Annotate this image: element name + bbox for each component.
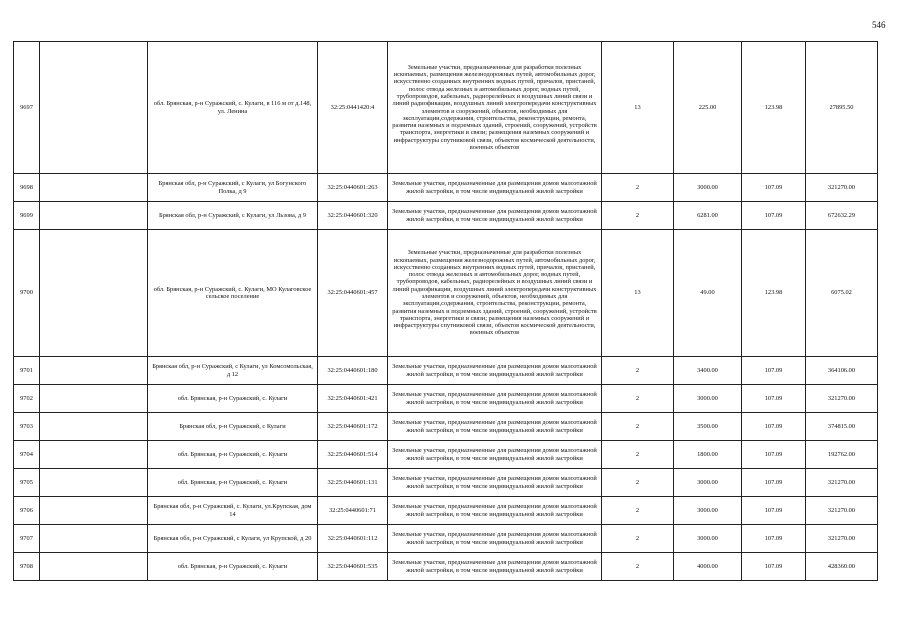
address-cell: Брянская обл, р-н Суражский, с Кулаги, ул Крупской, д 20 [148,525,318,553]
area-cell: 3000.00 [674,385,742,413]
address-cell: обл. Брянская, р-н Суражский, с. Кулаги [148,553,318,581]
area-cell: 1800.00 [674,441,742,469]
permitted-use-cell: Земельные участки, предназначенные для разработки полезных ископаемых, размещения железнодорожных путей, автомобильных дорог, искусственно созданных внутренних водных путей, причалов, пристаней, полос отвода железных и автомобильных дорог, водных путей, трубопроводов, кабельных, радиорелейных и воздушных линий связи и линий радиофикации, воздушных линий электропередачи конструктивных элементов и сооружений, объектов, необходимых для эксплуатации,содержания, строительства, реконструкции, ремонта, развития наземных и подземных зданий, строений, сооружений, устройств транспорта, энергетики и связи; размещения наземных сооружений и инфраструктуры спутниковой связи, объектов космической деятельности, военных объектов [388,42,602,174]
address-cell: Брянская обл, р-н Суражский, с. Кулаги, ул.Крупская, дом 14 [148,497,318,525]
address-cell: обл. Брянская, р-н Суражский, с. Кулаги, МО Кулаговское сельское поселение [148,230,318,357]
cadastral-value-cell: 321270.00 [806,469,878,497]
blank-cell [40,413,148,441]
use-group-cell: 2 [602,202,674,230]
specific-value-cell: 107.09 [742,497,806,525]
cadastral-number-cell: 32:25:0440601:71 [318,497,388,525]
permitted-use-cell: Земельные участки, предназначенные для разработки полезных ископаемых, размещения железнодорожных путей, автомобильных дорог, искусственно созданных внутренних водных путей, причалов, пристаней, полос отвода железных и автомобильных дорог, водных путей, трубопроводов, кабельных, радиорелейных и воздушных линий связи и линий радиофикации, воздушных линий электропередачи конструктивных элементов и сооружений, объектов, необходимых для эксплуатации,содержания, строительства, реконструкции, ремонта, развития наземных и подземных зданий, строений, сооружений, устройств транспорта, энергетики и связи; размещения наземных сооружений и инфраструктуры спутниковой связи, объектов космической деятельности, военных объектов [388,230,602,357]
cadastral-value-cell: 321270.00 [806,174,878,202]
area-cell: 3000.00 [674,525,742,553]
use-group-cell: 2 [602,174,674,202]
table-row [14,441,878,469]
area-cell: 3400.00 [674,357,742,385]
blank-cell [40,441,148,469]
address-cell: обл. Брянская, р-н Суражский, с. Кулаги [148,385,318,413]
cadastral-value-cell: 364106.00 [806,357,878,385]
specific-value-cell: 107.09 [742,441,806,469]
table-row [14,230,878,357]
row-number: 9704 [14,441,40,469]
area-cell: 6281.00 [674,202,742,230]
address-cell: Брянская обл, р-н Суражский, с Кулаги, ул Льзова, д 9 [148,202,318,230]
cadastral-value-cell: 672632.29 [806,202,878,230]
row-number: 9697 [14,42,40,174]
address-cell: Брянская обл, р-н Суражский, с Кулаги, ул Богунского Полка, д 9 [148,174,318,202]
cadastral-number-cell: 32:25:0440601:457 [318,230,388,357]
use-group-cell: 2 [602,525,674,553]
blank-cell [40,174,148,202]
specific-value-cell: 107.09 [742,413,806,441]
specific-value-cell: 107.09 [742,553,806,581]
blank-cell [40,525,148,553]
cadastral-value-cell: 6075.02 [806,230,878,357]
row-number: 9699 [14,202,40,230]
permitted-use-cell: Земельные участки, предназначенные для размещения домов малоэтажной жилой застройки, в том числе индивидуальной жилой застройки [388,469,602,497]
row-number: 9706 [14,497,40,525]
land-registry-table [13,41,878,581]
use-group-cell: 2 [602,385,674,413]
area-cell: 3000.00 [674,497,742,525]
cadastral-number-cell: 32:25:0441420:4 [318,42,388,174]
use-group-cell: 2 [602,357,674,385]
address-cell: обл. Брянская, р-н Суражский, с. Кулаги [148,441,318,469]
blank-cell [40,553,148,581]
table-row [14,525,878,553]
address-cell: Брянская обл, р-н Суражский, с Кулаги, ул Комсомольская, д 12 [148,357,318,385]
cadastral-number-cell: 32:25:0440601:180 [318,357,388,385]
permitted-use-cell: Земельные участки, предназначенные для размещения домов малоэтажной жилой застройки, в том числе индивидуальной жилой застройки [388,174,602,202]
blank-cell [40,385,148,413]
specific-value-cell: 123.98 [742,42,806,174]
table-row [14,413,878,441]
permitted-use-cell: Земельные участки, предназначенные для размещения домов малоэтажной жилой застройки, в том числе индивидуальной жилой застройки [388,441,602,469]
permitted-use-cell: Земельные участки, предназначенные для размещения домов малоэтажной жилой застройки, в том числе индивидуальной жилой застройки [388,202,602,230]
row-number: 9700 [14,230,40,357]
permitted-use-cell: Земельные участки, предназначенные для размещения домов малоэтажной жилой застройки, в том числе индивидуальной жилой застройки [388,553,602,581]
cadastral-number-cell: 32:25:0440601:514 [318,441,388,469]
blank-cell [40,230,148,357]
row-number: 9708 [14,553,40,581]
table-row [14,357,878,385]
area-cell: 3500.00 [674,413,742,441]
permitted-use-cell: Земельные участки, предназначенные для размещения домов малоэтажной жилой застройки, в том числе индивидуальной жилой застройки [388,525,602,553]
specific-value-cell: 107.09 [742,469,806,497]
address-cell: обл. Брянская, р-н Суражский, с. Кулаги, в 116 м от д.148, ул. Ленина [148,42,318,174]
row-number: 9698 [14,174,40,202]
cadastral-number-cell: 32:25:0440601:263 [318,174,388,202]
address-cell: Брянская обл, р-н Суражский, с Кулаги [148,413,318,441]
table-row [14,469,878,497]
cadastral-value-cell: 27895.50 [806,42,878,174]
use-group-cell: 13 [602,230,674,357]
area-cell: 4000.00 [674,553,742,581]
row-number: 9707 [14,525,40,553]
table-row [14,497,878,525]
blank-cell [40,202,148,230]
table-row [14,174,878,202]
cadastral-number-cell: 32:25:0440601:421 [318,385,388,413]
specific-value-cell: 123.98 [742,230,806,357]
use-group-cell: 2 [602,469,674,497]
blank-cell [40,497,148,525]
cadastral-number-cell: 32:25:0440601:131 [318,469,388,497]
cadastral-number-cell: 32:25:0440601:535 [318,553,388,581]
table-row [14,42,878,174]
area-cell: 225.00 [674,42,742,174]
use-group-cell: 2 [602,497,674,525]
address-cell: обл. Брянская, р-н Суражский, с. Кулаги [148,469,318,497]
permitted-use-cell: Земельные участки, предназначенные для размещения домов малоэтажной жилой застройки, в том числе индивидуальной жилой застройки [388,413,602,441]
row-number: 9701 [14,357,40,385]
table-row [14,202,878,230]
row-number: 9703 [14,413,40,441]
specific-value-cell: 107.09 [742,202,806,230]
row-number: 9702 [14,385,40,413]
cadastral-value-cell: 321270.00 [806,385,878,413]
use-group-cell: 2 [602,441,674,469]
row-number: 9705 [14,469,40,497]
blank-cell [40,469,148,497]
use-group-cell: 13 [602,42,674,174]
page-number: 546 [872,20,886,30]
blank-cell [40,357,148,385]
cadastral-value-cell: 374815.00 [806,413,878,441]
cadastral-value-cell: 321270.00 [806,525,878,553]
area-cell: 3000.00 [674,469,742,497]
area-cell: 49.00 [674,230,742,357]
permitted-use-cell: Земельные участки, предназначенные для размещения домов малоэтажной жилой застройки, в том числе индивидуальной жилой застройки [388,357,602,385]
use-group-cell: 2 [602,553,674,581]
cadastral-number-cell: 32:25:0440601:320 [318,202,388,230]
specific-value-cell: 107.09 [742,385,806,413]
permitted-use-cell: Земельные участки, предназначенные для размещения домов малоэтажной жилой застройки, в том числе индивидуальной жилой застройки [388,497,602,525]
use-group-cell: 2 [602,413,674,441]
specific-value-cell: 107.09 [742,525,806,553]
table-row [14,553,878,581]
table-row [14,385,878,413]
cadastral-number-cell: 32:25:0440601:112 [318,525,388,553]
cadastral-value-cell: 428360.00 [806,553,878,581]
cadastral-number-cell: 32:25:0440601:172 [318,413,388,441]
permitted-use-cell: Земельные участки, предназначенные для размещения домов малоэтажной жилой застройки, в том числе индивидуальной жилой застройки [388,385,602,413]
area-cell: 3000.00 [674,174,742,202]
cadastral-value-cell: 321270.00 [806,497,878,525]
blank-cell [40,42,148,174]
specific-value-cell: 107.09 [742,357,806,385]
cadastral-value-cell: 192762.00 [806,441,878,469]
specific-value-cell: 107.09 [742,174,806,202]
